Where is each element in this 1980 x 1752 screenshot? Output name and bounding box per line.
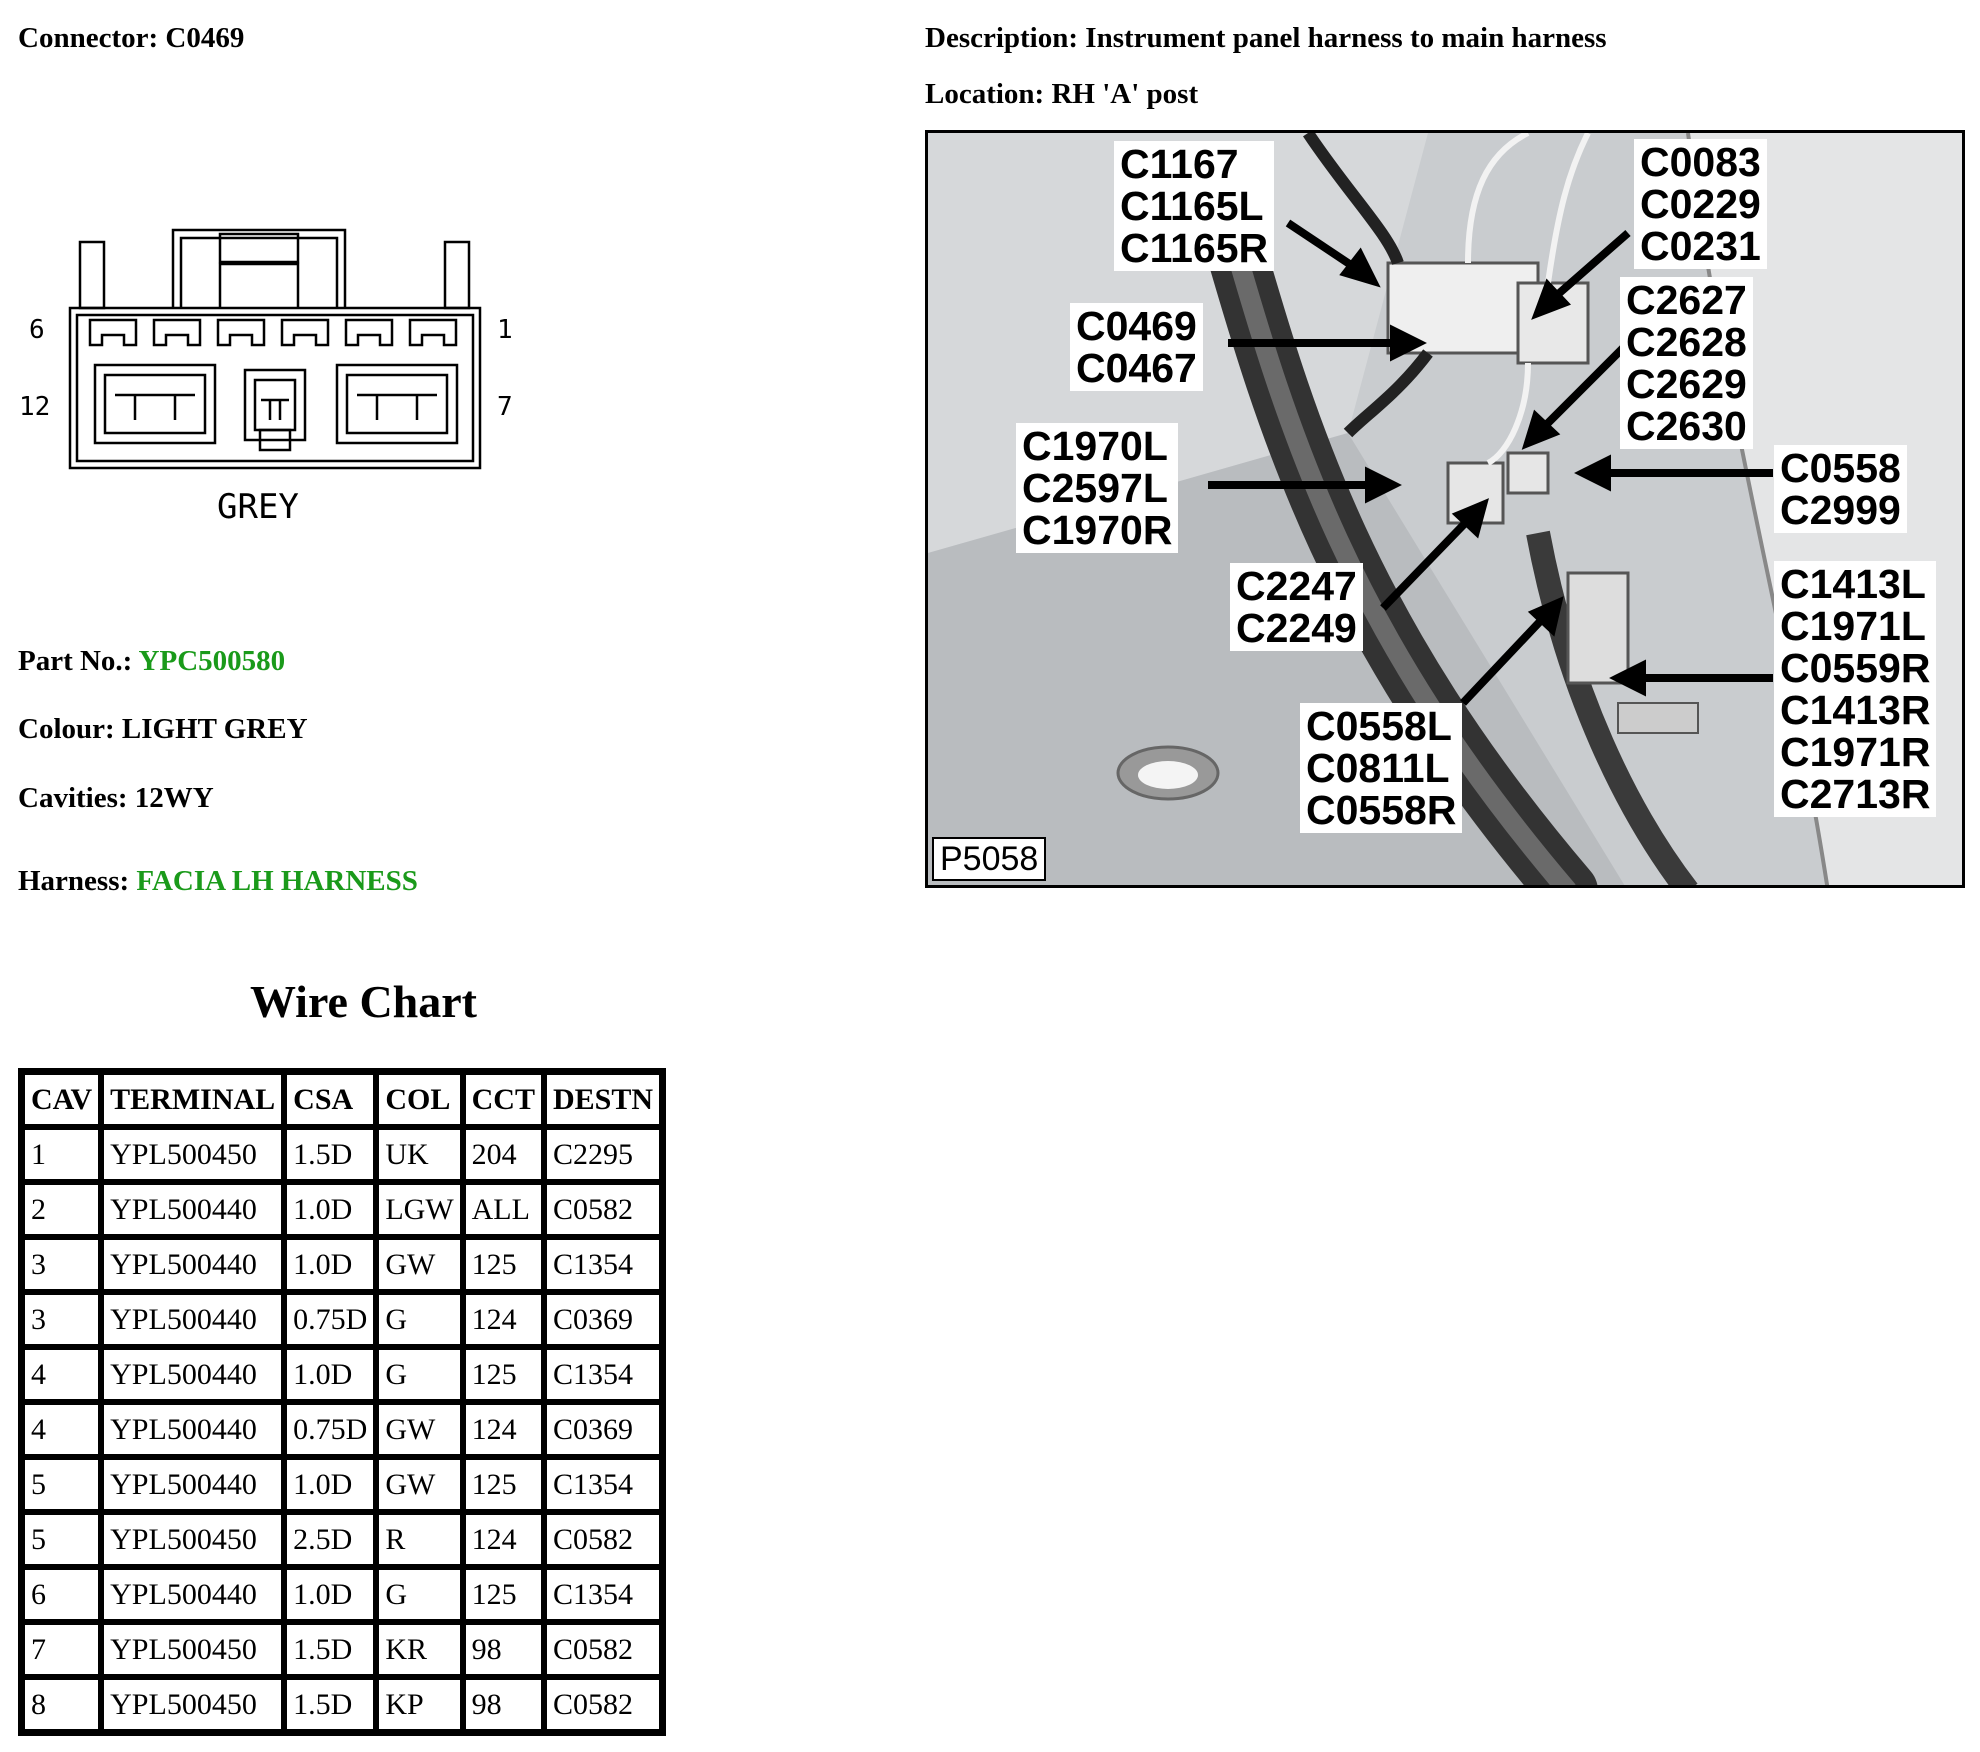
- photo-label: C1165R: [1120, 225, 1269, 271]
- cell-destn: C0582: [544, 1182, 662, 1237]
- header-col: COL: [376, 1072, 462, 1127]
- cell-cct: 125: [463, 1237, 544, 1292]
- cell-col: GW: [376, 1402, 462, 1457]
- photo-label-group-3: [1070, 303, 1203, 391]
- cell-cav: 4: [22, 1347, 101, 1402]
- table-row: [22, 1567, 662, 1622]
- photo-label-group-7: [1230, 563, 1363, 651]
- table-row: [22, 1457, 662, 1512]
- harness-line: [18, 865, 418, 898]
- photo-label: C2999: [1780, 487, 1901, 533]
- cell-terminal: YPL500440: [101, 1347, 284, 1402]
- cell-csa: 1.5D: [284, 1127, 376, 1182]
- cell-csa: 1.0D: [284, 1457, 376, 1512]
- cell-terminal: YPL500440: [101, 1237, 284, 1292]
- cell-cct: 98: [463, 1622, 544, 1677]
- cell-cav: 8: [22, 1677, 101, 1732]
- photo-label: C1413R: [1780, 687, 1931, 733]
- table-header-row: [22, 1072, 662, 1127]
- photo-label: C1970R: [1022, 507, 1173, 553]
- photo-label-group-6: [1774, 445, 1907, 533]
- cell-destn: C0582: [544, 1677, 662, 1732]
- cell-csa: 1.0D: [284, 1347, 376, 1402]
- cell-col: KR: [376, 1622, 462, 1677]
- cell-destn: C1354: [544, 1237, 662, 1292]
- cell-col: G: [376, 1567, 462, 1622]
- cell-terminal: YPL500450: [101, 1512, 284, 1567]
- cell-cct: 98: [463, 1677, 544, 1732]
- cell-csa: 2.5D: [284, 1512, 376, 1567]
- cell-csa: 1.5D: [284, 1622, 376, 1677]
- cavities-value: 12WY: [134, 782, 214, 814]
- cell-cav: 3: [22, 1292, 101, 1347]
- table-row: [22, 1292, 662, 1347]
- description-heading: [925, 22, 1607, 55]
- photo-label: C0558L: [1306, 703, 1452, 749]
- cell-destn: C1354: [544, 1567, 662, 1622]
- cell-csa: 0.75D: [284, 1292, 376, 1347]
- cell-destn: C0369: [544, 1292, 662, 1347]
- header-cav: CAV: [22, 1072, 101, 1127]
- cell-csa: 1.0D: [284, 1237, 376, 1292]
- cell-csa: 0.75D: [284, 1402, 376, 1457]
- photo-label-group-4: [1620, 277, 1753, 449]
- pin-7-label: 7: [497, 392, 513, 422]
- cell-col: UK: [376, 1127, 462, 1182]
- photo-label: C2249: [1236, 605, 1357, 651]
- photo-label: C2630: [1626, 403, 1747, 449]
- harness-value[interactable]: FACIA LH HARNESS: [136, 865, 418, 897]
- part-no-line: [18, 645, 285, 678]
- colour-label: Colour:: [18, 713, 115, 745]
- photo-label-group-9: [1300, 703, 1462, 833]
- cell-terminal: YPL500440: [101, 1567, 284, 1622]
- connector-heading: [18, 22, 244, 55]
- cell-terminal: YPL500440: [101, 1182, 284, 1237]
- cell-terminal: YPL500440: [101, 1457, 284, 1512]
- photo-label-group-2: [1634, 139, 1767, 269]
- cell-cct: ALL: [463, 1182, 544, 1237]
- connector-label: Connector:: [18, 22, 159, 54]
- connector-value: C0469: [165, 22, 245, 54]
- wire-chart-table: [18, 1068, 666, 1736]
- cell-cav: 3: [22, 1237, 101, 1292]
- photo-label: C2247: [1236, 563, 1357, 609]
- cell-cct: 124: [463, 1512, 544, 1567]
- cell-csa: 1.0D: [284, 1567, 376, 1622]
- photo-label: C2629: [1626, 361, 1747, 407]
- cell-cav: 2: [22, 1182, 101, 1237]
- cell-terminal: YPL500440: [101, 1402, 284, 1457]
- header-csa: CSA: [284, 1072, 376, 1127]
- header-terminal: TERMINAL: [101, 1072, 284, 1127]
- table-row: [22, 1182, 662, 1237]
- cell-cct: 124: [463, 1402, 544, 1457]
- description-label: Description:: [925, 22, 1079, 54]
- photo-label: C1413L: [1780, 561, 1926, 607]
- cell-cav: 5: [22, 1457, 101, 1512]
- table-row: [22, 1127, 662, 1182]
- cell-col: R: [376, 1512, 462, 1567]
- photo-label: C2597L: [1022, 465, 1168, 511]
- photo-label: C0231: [1640, 223, 1761, 269]
- cell-destn: C1354: [544, 1347, 662, 1402]
- photo-label: C2628: [1626, 319, 1747, 365]
- cell-col: GW: [376, 1457, 462, 1512]
- photo-label-group-5: [1016, 423, 1178, 553]
- header-destn: DESTN: [544, 1072, 662, 1127]
- cell-cct: 125: [463, 1457, 544, 1512]
- cell-destn: C0582: [544, 1622, 662, 1677]
- photo-label: C0811L: [1306, 745, 1450, 791]
- cell-terminal: YPL500450: [101, 1127, 284, 1182]
- photo-label: C2627: [1626, 277, 1747, 323]
- photo-label: C0559R: [1780, 645, 1931, 691]
- cell-cav: 5: [22, 1512, 101, 1567]
- description-value: Instrument panel harness to main harness: [1085, 22, 1607, 54]
- pin-6-label: 6: [29, 315, 45, 345]
- location-label: Location:: [925, 78, 1045, 110]
- photo-label: C1165L: [1120, 183, 1264, 229]
- cell-csa: 1.5D: [284, 1677, 376, 1732]
- pin-12-label: 12: [19, 392, 51, 422]
- header-cct: CCT: [463, 1072, 544, 1127]
- cell-col: LGW: [376, 1182, 462, 1237]
- photo-label: C1971L: [1780, 603, 1926, 649]
- cavities-line: [18, 782, 214, 815]
- connector-face-diagram: [15, 220, 535, 540]
- part-no-label: Part No.:: [18, 645, 133, 677]
- table-row: [22, 1622, 662, 1677]
- harness-label: Harness:: [18, 865, 130, 897]
- colour-line: [18, 713, 308, 746]
- cell-terminal: YPL500450: [101, 1677, 284, 1732]
- photo-label: C1970L: [1022, 423, 1168, 469]
- connector-colour-label: GREY: [217, 487, 299, 527]
- cell-col: G: [376, 1292, 462, 1347]
- photo-label-group-1: [1114, 141, 1274, 271]
- location-heading: [925, 78, 1198, 111]
- photo-label: C1971R: [1780, 729, 1931, 775]
- cell-destn: C0369: [544, 1402, 662, 1457]
- photo-label: C0229: [1640, 181, 1761, 227]
- cell-cav: 1: [22, 1127, 101, 1182]
- photo-label-group-8: [1774, 561, 1936, 817]
- cell-col: KP: [376, 1677, 462, 1732]
- table-row: [22, 1402, 662, 1457]
- cavities-label: Cavities:: [18, 782, 128, 814]
- table-row: [22, 1512, 662, 1567]
- photo-label: C1167: [1120, 141, 1239, 187]
- photo-label: C0467: [1076, 345, 1197, 391]
- cell-cct: 124: [463, 1292, 544, 1347]
- table-row: [22, 1347, 662, 1402]
- cell-cav: 7: [22, 1622, 101, 1677]
- cell-csa: 1.0D: [284, 1182, 376, 1237]
- photo-label: C0083: [1640, 139, 1761, 185]
- photo-label: C0469: [1076, 303, 1197, 349]
- cell-destn: C1354: [544, 1457, 662, 1512]
- cell-cct: 125: [463, 1567, 544, 1622]
- table-row: [22, 1677, 662, 1732]
- cell-terminal: YPL500440: [101, 1292, 284, 1347]
- location-value: RH 'A' post: [1051, 78, 1199, 110]
- cell-cav: 4: [22, 1402, 101, 1457]
- part-no-value[interactable]: YPC500580: [138, 645, 286, 677]
- colour-value: LIGHT GREY: [121, 713, 308, 745]
- cell-cct: 204: [463, 1127, 544, 1182]
- location-photo: [925, 130, 1965, 888]
- cell-col: GW: [376, 1237, 462, 1292]
- table-row: [22, 1237, 662, 1292]
- photo-code: P5058: [932, 837, 1046, 881]
- cell-cct: 125: [463, 1347, 544, 1402]
- cell-terminal: YPL500450: [101, 1622, 284, 1677]
- pin-1-label: 1: [497, 315, 513, 345]
- photo-label: C0558: [1780, 445, 1901, 491]
- photo-label: C0558R: [1306, 787, 1457, 833]
- cell-col: G: [376, 1347, 462, 1402]
- wire-chart-title: Wire Chart: [250, 976, 477, 1027]
- cell-cav: 6: [22, 1567, 101, 1622]
- photo-label: C2713R: [1780, 771, 1931, 817]
- cell-destn: C0582: [544, 1512, 662, 1567]
- cell-destn: C2295: [544, 1127, 662, 1182]
